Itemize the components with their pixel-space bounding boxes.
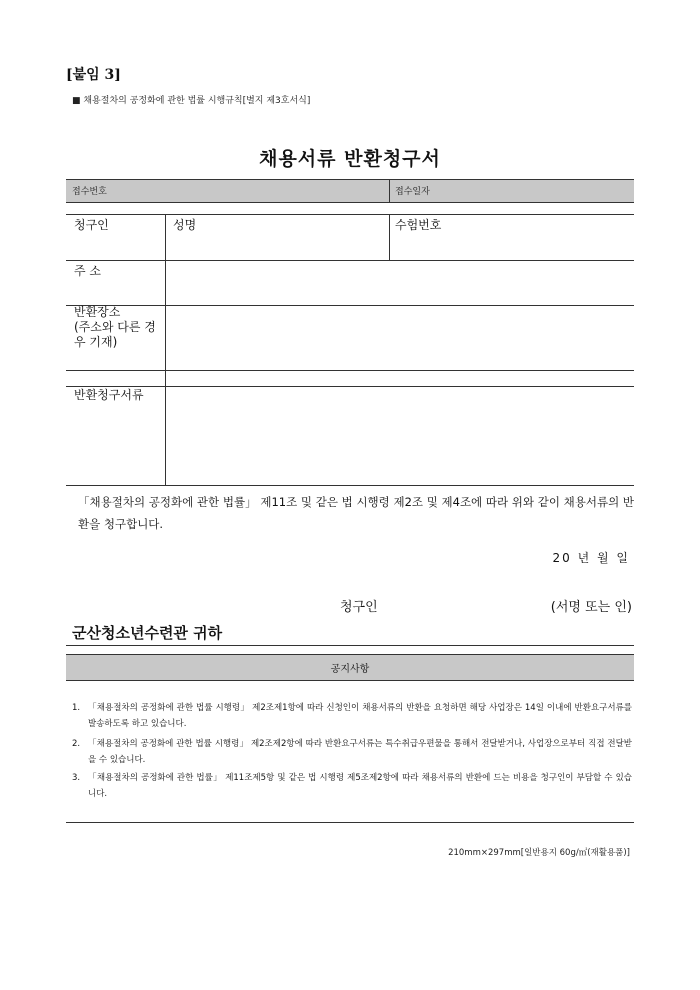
notice-item [72,700,632,732]
notice-top-border [66,654,634,655]
date-line: 20 년 월 일 [552,551,630,565]
return-place-label [74,305,156,350]
addressee: 군산청소년수련관 귀하 [72,624,223,642]
label-column-divider [165,214,166,485]
exam-number-label: 수험번호 [395,218,442,232]
documents-top-border [66,386,634,387]
name-field[interactable] [170,232,384,256]
receipt-number-label: 접수번호 [72,187,107,197]
documents-label: 반환청구서류 [74,388,144,402]
attachment-label: [붙임 3] [66,67,121,83]
table-top-border [66,179,634,180]
notice-item-number: 3. [72,773,81,783]
notice-item-text: 「채용절차의 공정화에 관한 법률」 제11조제5항 및 같은 법 시행령 제5조제2항에 따라 채용서류의 반환에 드는 비용을 청구인이 부담할 수 있습니다. [88,773,632,799]
request-statement: 「채용절차의 공정화에 관한 법률」 제11조 및 같은 법 시행령 제2조 및 제4조에 따라 위와 같이 채용서류의 반환을 청구합니다. [78,495,634,531]
notice-item-number: 1. [72,703,81,713]
receipt-divider [389,179,390,202]
receipt-date-label: 접수일자 [395,187,430,197]
name-label: 성명 [173,218,197,232]
return-place-bottom-border [66,370,634,371]
notice-item-text: 「채용절차의 공정화에 관한 법률 시행령」 제2조제1항에 따라 신청인이 채용서류의 반환을 요청하면 해당 사업장은 14일 이내에 반환요구서류를 발송하도록 하고 있습니다. [88,703,632,729]
claimant-top-border [66,214,634,215]
receipt-row-bottom-border [66,202,634,203]
claimant-label: 청구인 [74,218,109,232]
claimant-sign-label: 청구인 [340,600,378,615]
receipt-row [66,179,634,202]
address-field[interactable] [170,264,630,300]
return-place-label-line-2: (주소와 다른 경 [74,320,156,334]
return-place-field[interactable] [170,309,630,365]
documents-field[interactable] [170,390,630,480]
notice-item [72,770,632,802]
notice-item [72,736,632,768]
address-top-border [66,260,634,261]
addressee-underline [66,645,634,646]
return-place-label-line-3: 우 기재) [74,335,118,349]
address-label: 주 소 [74,264,101,278]
notice-title: 공지사항 [330,664,370,675]
notice-bottom-border [66,822,634,823]
rule-reference: ■ 채용절차의 공정화에 관한 법률 시행규칙[별지 제3호서식] [72,96,311,106]
exam-number-field[interactable] [395,232,629,256]
documents-bottom-border [66,485,634,486]
notice-header-bottom-border [66,680,634,681]
form-title: 채용서류 반환청구서 [259,148,441,170]
notice-item-number: 2. [72,739,81,749]
return-place-label-line-1: 반환장소 [74,305,121,319]
name-exam-divider [389,214,390,260]
paper-spec: 210mm×297mm[일반용지 60g/㎡(재활용품)] [448,848,630,858]
sign-hint: (서명 또는 인) [550,600,632,615]
notice-item-text: 「채용절차의 공정화에 관한 법률 시행령」 제2조제2항에 따라 반환요구서류는 특수취급우편물을 통해서 전달받거나, 사업장으로부터 직접 전달받을 수 있습니다. [88,739,632,765]
